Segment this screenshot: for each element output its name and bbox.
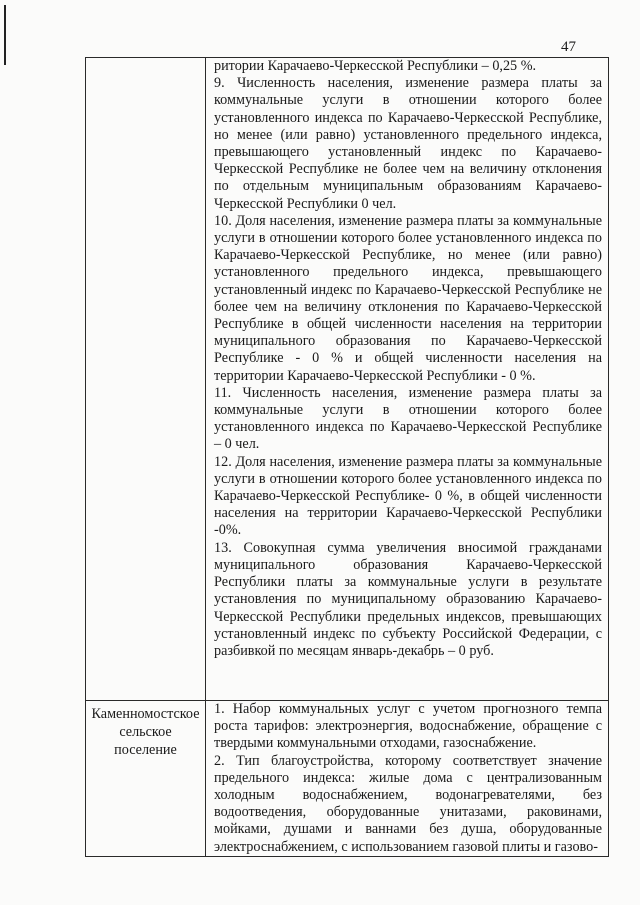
row-content-cell bbox=[206, 701, 609, 857]
paragraph-item-1: 1. Набор коммунальных услуг с учетом прогнозного темпа роста тарифов: электроэнергия, водоснабжение, обращение с твердыми коммунальными отходами, газоснабжение. bbox=[214, 701, 602, 752]
paragraph-item-12: 12. Доля населения, изменение размера платы за коммунальные услуги в отношении которого более установленного индекса по Карачаево-Черкесской Республике- 0 %, в общей численности населения на территории Карачаево-Черкесской Республики -0%. bbox=[214, 453, 602, 539]
table-row bbox=[86, 58, 609, 701]
paragraph-item-11: 11. Численность населения, изменение размера платы за коммунальные услуги в отношении которого более установленного индекса по Карачаево-Черкесской Республике – 0 чел. bbox=[214, 384, 602, 453]
page-number: 47 bbox=[561, 39, 576, 55]
paragraph-item-13: 13. Совокупная сумма увеличения вносимой гражданами муниципального образования Карачаево-Черкесской Республики платы за коммунальные услуги в результате установления по муниципальному образованию Карачаево-Черкесской Республики предельных индексов, превышающих установленный индекс по субъекту Российской Федерации, с разбивкой по месяцам январь-декабрь – 0 руб. bbox=[214, 539, 602, 659]
paragraph-item-2: 2. Тип благоустройства, которому соответствует значение предельного индекса: жилые дома с централизованным холодным водоснабжением, водонагревателями, без водоотведения, оборудованные унитазами, раковинами, мойками, душами и ваннами без душа, оборудованные электроснабжением, с использованием газовой плиты и газово- bbox=[214, 752, 602, 855]
row-label bbox=[86, 58, 205, 62]
paragraph-item-9: 9. Численность населения, изменение размера платы за коммунальные услуги в отношении которого более установленного индекса по Карачаево-Черкесской Республике, но менее (или равно) установленного предельного индекса, превышающего установленный индекс по Карачаево-Черкесской Республике не более чем на величину отклонения по отдельным муниципальным образованиям Карачаево-Черкесской Республики 0 чел. bbox=[214, 75, 602, 212]
row-label-cell bbox=[86, 701, 206, 857]
row-label-cell bbox=[86, 58, 206, 701]
indicators-table bbox=[85, 57, 609, 857]
paragraph-continuation: ритории Карачаево-Черкесской Республики – 0,25 %. bbox=[214, 58, 537, 74]
municipality-name: Каменномостское сельское поселение bbox=[91, 706, 200, 758]
margin-binding-mark bbox=[4, 5, 6, 65]
paragraph-item-10: 10. Доля населения, изменение размера платы за коммунальные услуги в отношении которого более установленного индекса по Карачаево-Черкесской Республике, но менее (или равно) установленного предельного индекса, превышающего установленный индекс по Карачаево-Черкесской Республике не более чем на величину отклонения по Карачаево-Черкесской Республике в общей численности населения на территории муниципального образования по Карачаево-Черкесской Республике - 0 % и общей численности населения на территории Карачаево-Черкесской Республики - 0 %. bbox=[214, 212, 602, 384]
table-row bbox=[86, 701, 609, 857]
row-content-cell bbox=[206, 58, 609, 701]
